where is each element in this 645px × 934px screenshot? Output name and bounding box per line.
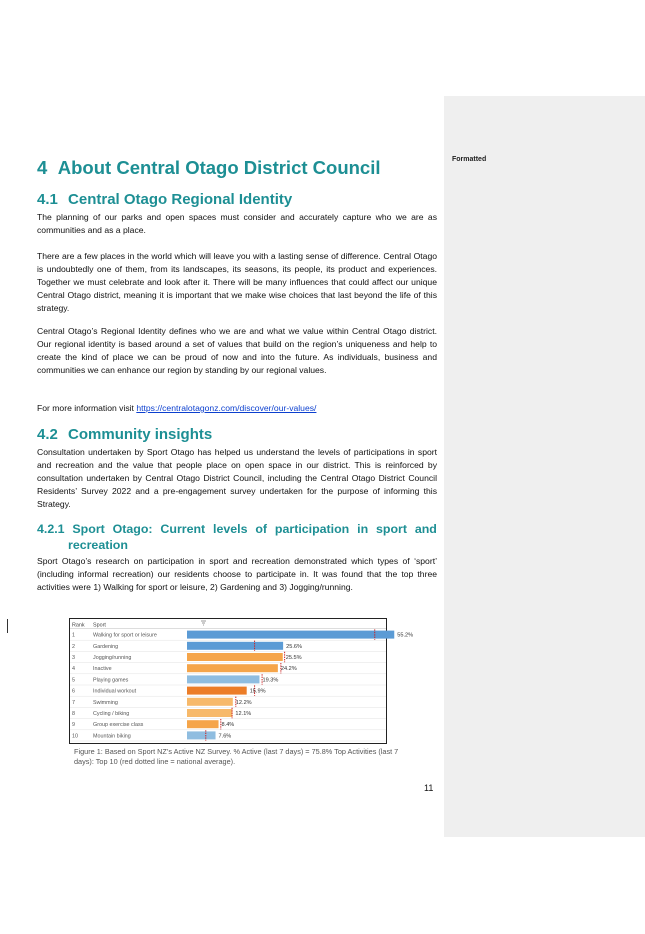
- paragraph-more-info: [37, 402, 437, 415]
- chart-svg: [70, 619, 414, 743]
- sport-column-header: Sport: [93, 622, 106, 629]
- bar: [187, 687, 247, 695]
- rank-label: 8: [72, 711, 75, 717]
- heading-number: 4: [37, 157, 48, 178]
- value-label: 12.1%: [235, 711, 252, 717]
- sport-label: Playing games: [93, 677, 129, 684]
- rank-label: 3: [72, 655, 75, 661]
- rank-label: 6: [72, 688, 75, 695]
- heading-word: and: [414, 522, 437, 536]
- sport-label: Jogging/running: [93, 655, 132, 661]
- value-label: 15.9%: [249, 688, 266, 695]
- bar: [187, 675, 259, 683]
- sort-icon: [201, 621, 206, 625]
- paragraph: Sport Otago’s research on participation in sport and recreation demonstrated which types of ‘sport’ (including informal recreation) our residents choose to participate in. It was found that the top three activities were 1) Walking for sport or leisure, 2) Gardening and 3) Jogging/running.: [37, 556, 437, 593]
- rank-label: 5: [72, 677, 75, 684]
- bar: [187, 653, 283, 661]
- bar: [187, 709, 232, 717]
- heading-title: About Central Otago District Council: [57, 157, 381, 178]
- heading-word: Current: [160, 522, 206, 536]
- heading-word: levels: [213, 522, 248, 536]
- sport-label: Cycling / biking: [93, 711, 130, 717]
- regional-values-link[interactable]: https://centralotagonz.com/discover/our-values/: [136, 403, 317, 413]
- heading-title: Community insights: [68, 426, 213, 443]
- more-info-prefix: For more information visit: [37, 403, 137, 413]
- bar: [187, 664, 278, 672]
- heading-word: participation: [274, 522, 350, 536]
- comment-pane: [444, 96, 645, 837]
- rank-column-header: Rank: [72, 622, 85, 629]
- value-label: 25.5%: [285, 655, 302, 661]
- bar: [187, 642, 283, 650]
- section-heading-4-1: [37, 191, 292, 208]
- heading-number: 4.1: [37, 191, 58, 208]
- bar: [187, 720, 219, 728]
- rank-label: 7: [72, 699, 75, 706]
- heading-word: of: [255, 522, 268, 536]
- paragraph: There are a few places in the world which will leave you with a lasting sense of difference. Central Otago is undoubtedly one of them, from its landscapes, its seasons, its people, its product and experiences. Together we must celebrate and look after it. There will be many influences that could affect our unique Central Otago district, meaning it is important that we make wise choices that last beyond the life of this strategy.: [37, 251, 437, 314]
- value-label: 24.2%: [280, 666, 297, 673]
- value-label: 19.3%: [262, 677, 279, 684]
- rank-label: 1: [72, 632, 75, 639]
- section-heading-4-2-1: [37, 521, 437, 553]
- page-number: 11: [424, 783, 434, 793]
- value-label: 25.6%: [286, 643, 302, 650]
- rank-label: 4: [72, 666, 75, 673]
- sport-label: Individual workout: [93, 688, 137, 695]
- heading-line-1: [37, 521, 437, 537]
- value-label: 8.4%: [221, 722, 235, 729]
- section-heading-4: [37, 157, 381, 179]
- sport-label: Gardening: [93, 643, 119, 650]
- rank-label: 2: [72, 643, 75, 650]
- sport-label: Group exercise class: [93, 722, 144, 729]
- bar: [187, 698, 233, 706]
- rank-label: 9: [72, 722, 75, 729]
- heading-number: 4.2: [37, 426, 58, 443]
- heading-word: Otago:: [112, 522, 153, 536]
- value-label: 7.6%: [218, 733, 232, 740]
- heading-title: Central Otago Regional Identity: [68, 191, 293, 208]
- sport-label: Inactive: [93, 666, 112, 673]
- bar: [187, 731, 216, 739]
- section-heading-4-2: [37, 426, 212, 443]
- paragraph: The planning of our parks and open spaces must consider and accurately capture who we are as communities and as a place.: [37, 212, 437, 236]
- heading-number: 4.2.1: [37, 522, 65, 536]
- comment-formatted-label: Formatted: [452, 156, 487, 163]
- sport-label: Mountain biking: [93, 733, 131, 740]
- heading-word: sport: [376, 522, 407, 536]
- value-label: 55.2%: [397, 632, 414, 639]
- sport-participation-chart: [69, 618, 414, 744]
- heading-line-2: recreation: [68, 538, 128, 552]
- bar: [187, 631, 394, 639]
- sport-label: Walking for sport or leisure: [93, 632, 157, 639]
- paragraph: Consultation undertaken by Sport Otago has helped us understand the levels of participations in sport and recreation and the value that people place on open space in our district. This is reinforced by consultation undertaken by Central Otago District Council, including the Central Otago District Council Residents’ Survey 2022 and a pre-engagement survey undertaken for the purpose of informing this Strategy.: [37, 447, 437, 510]
- paragraph: Central Otago’s Regional Identity defines who we are and what we value within Central Otago district. Our regional identity is based around a set of values that build on the region’s uniqueness and help to create the kind of place we can be proud of now and into the future. As individuals, business and communities we can enhance our region by standing by our regional values.: [37, 326, 437, 376]
- sport-label: Swimming: [93, 699, 118, 706]
- rank-label: 10: [72, 733, 78, 740]
- figure-caption: Figure 1: Based on Sport NZ’s Active NZ Survey. % Active (last 7 days) = 75.8% Top Activities (last 7 days): Top 10 (red dotted line = national average).: [74, 747, 399, 766]
- heading-word: Sport: [72, 522, 105, 536]
- value-label: 12.2%: [235, 699, 252, 706]
- heading-word: in: [357, 522, 369, 536]
- change-bar: [7, 619, 8, 633]
